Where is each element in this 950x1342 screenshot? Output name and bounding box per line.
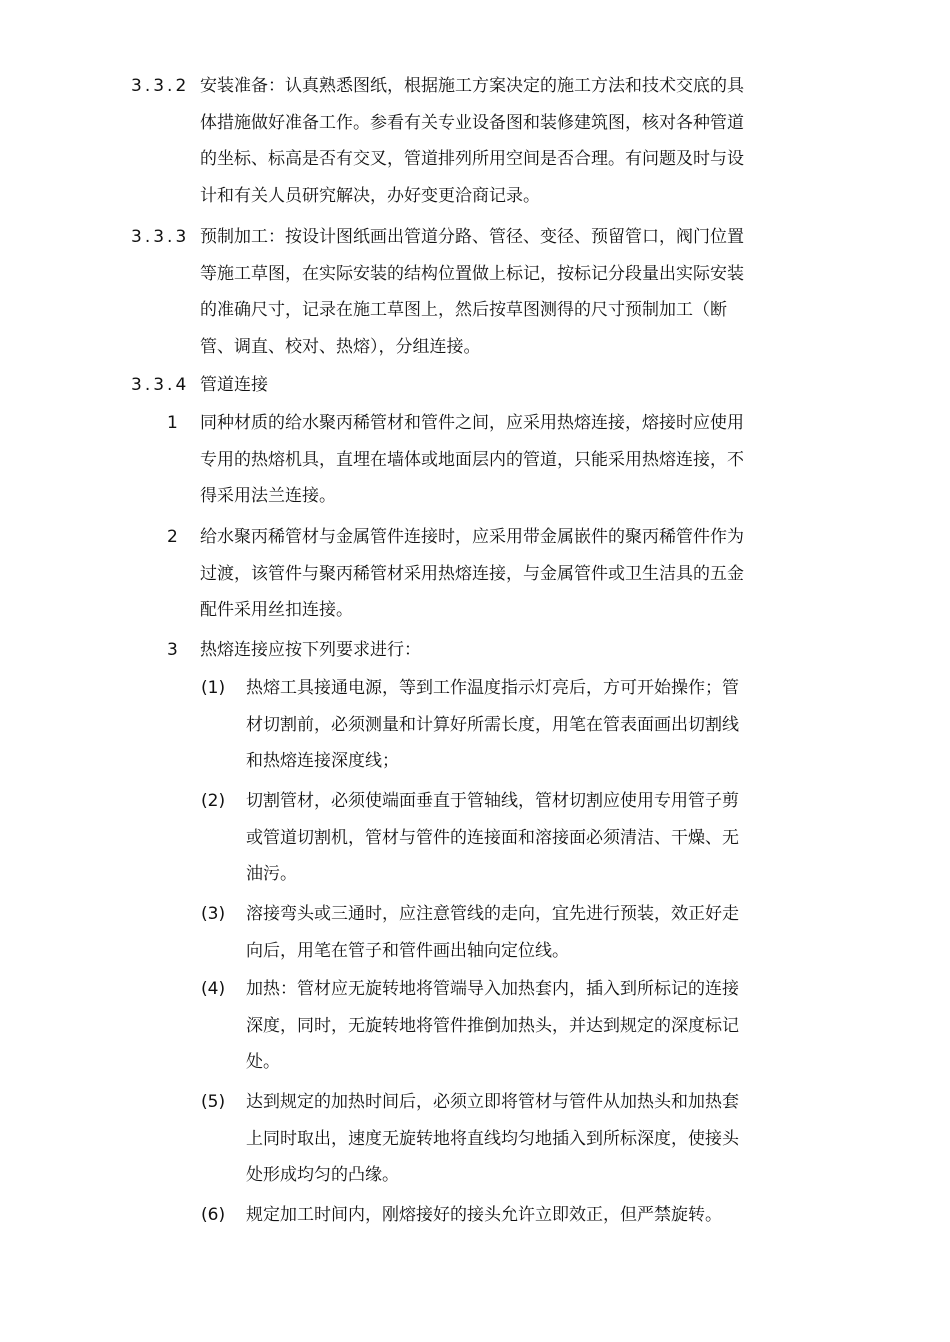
item-number: 1 [167, 413, 181, 433]
text-line: 处。 [246, 1052, 280, 1072]
subitem-text [246, 783, 739, 893]
subitem-number: (5) [201, 1092, 226, 1112]
subitem-number: (3) [201, 904, 226, 924]
subitem-number: (6) [201, 1205, 226, 1225]
subitem-text [246, 971, 739, 1081]
text-line: 预制加工：按设计图纸画出管道分路、管径、变径、预留管口，阀门位置 [200, 227, 744, 247]
text-line: 等施工草图，在实际安装的结构位置做上标记，按标记分段量出实际安装 [200, 263, 744, 284]
text-line: 专用的热熔机具，直埋在墙体或地面层内的管道，只能采用热熔连接，不 [200, 449, 744, 470]
section-text [200, 68, 744, 214]
text-line: 的坐标、标高是否有交叉，管道排列所用空间是否合理。有问题及时与设 [200, 149, 744, 169]
text-line: 体措施做好准备工作。参看有关专业设备图和装修建筑图，核对各种管道 [200, 112, 744, 133]
text-line: 过渡，该管件与聚丙稀管材采用热熔连接，与金属管件或卫生洁具的五金 [200, 563, 744, 584]
section-number: 3.3.3 [131, 227, 190, 247]
text-line: 切割管材，必须使端面垂直于管轴线，管材切割应使用专用管子剪 [246, 791, 739, 811]
subitem-text [246, 1084, 739, 1194]
section-heading [200, 367, 268, 404]
text-line: 和热熔连接深度线； [246, 751, 399, 771]
text-line: 热熔连接应按下列要求进行： [200, 640, 421, 660]
section-text [200, 219, 744, 365]
section-number: 3.3.4 [131, 375, 190, 395]
subitem-number: (4) [201, 979, 226, 999]
text-line: 油污。 [246, 864, 297, 884]
text-line: 安装准备：认真熟悉图纸，根据施工方案决定的施工方法和技术交底的具 [200, 76, 744, 96]
section-number: 3.3.2 [131, 76, 190, 96]
item-number: 2 [167, 527, 181, 547]
text-line: 加热：管材应无旋转地将管端导入加热套内，插入到所标记的连接 [246, 979, 739, 999]
text-line: 管、调直、校对、热熔），分组连接。 [200, 336, 481, 357]
subitem-text [246, 670, 739, 780]
text-line: 达到规定的加热时间后，必须立即将管材与管件从加热头和加热套 [246, 1092, 739, 1112]
subitem-number: (1) [201, 678, 226, 698]
item-text [200, 405, 744, 515]
text-line: 给水聚丙稀管材与金属管件连接时，应采用带金属嵌件的聚丙稀管件作为 [200, 527, 744, 547]
text-line: 热熔工具接通电源，等到工作温度指示灯亮后，方可开始操作；管 [246, 678, 739, 698]
text-line: 向后，用笔在管子和管件画出轴向定位线。 [246, 940, 569, 961]
text-line: 规定加工时间内，刚熔接好的接头允许立即效正，但严禁旋转。 [246, 1205, 722, 1225]
text-line: 的准确尺寸，记录在施工草图上，然后按草图测得的尺寸预制加工（断 [200, 300, 727, 320]
text-line: 上同时取出，速度无旋转地将直线均匀地插入到所标深度，使接头 [246, 1128, 739, 1149]
text-line: 同种材质的给水聚丙稀管材和管件之间，应采用热熔连接，熔接时应使用 [200, 413, 744, 433]
text-line: 材切割前，必须测量和计算好所需长度，用笔在管表面画出切割线 [246, 714, 739, 735]
text-line: 溶接弯头或三通时，应注意管线的走向，宜先进行预装，效正好走 [246, 904, 739, 924]
text-line: 计和有关人员研究解决，办好变更洽商记录。 [200, 185, 540, 206]
subitem-text [246, 896, 739, 969]
text-line: 得采用法兰连接。 [200, 486, 336, 506]
text-line: 深度，同时，无旋转地将管件推倒加热头，并达到规定的深度标记 [246, 1015, 739, 1036]
item-text [200, 632, 421, 669]
item-number: 3 [167, 640, 181, 660]
subitem-number: (2) [201, 791, 226, 811]
text-line: 或管道切割机，管材与管件的连接面和溶接面必须清洁、干燥、无 [246, 827, 739, 848]
subitem-text [246, 1197, 722, 1234]
text-line: 配件采用丝扣连接。 [200, 600, 353, 620]
text-line: 处形成均匀的凸缘。 [246, 1165, 399, 1185]
item-text [200, 519, 744, 629]
text-line: 管道连接 [200, 375, 268, 395]
